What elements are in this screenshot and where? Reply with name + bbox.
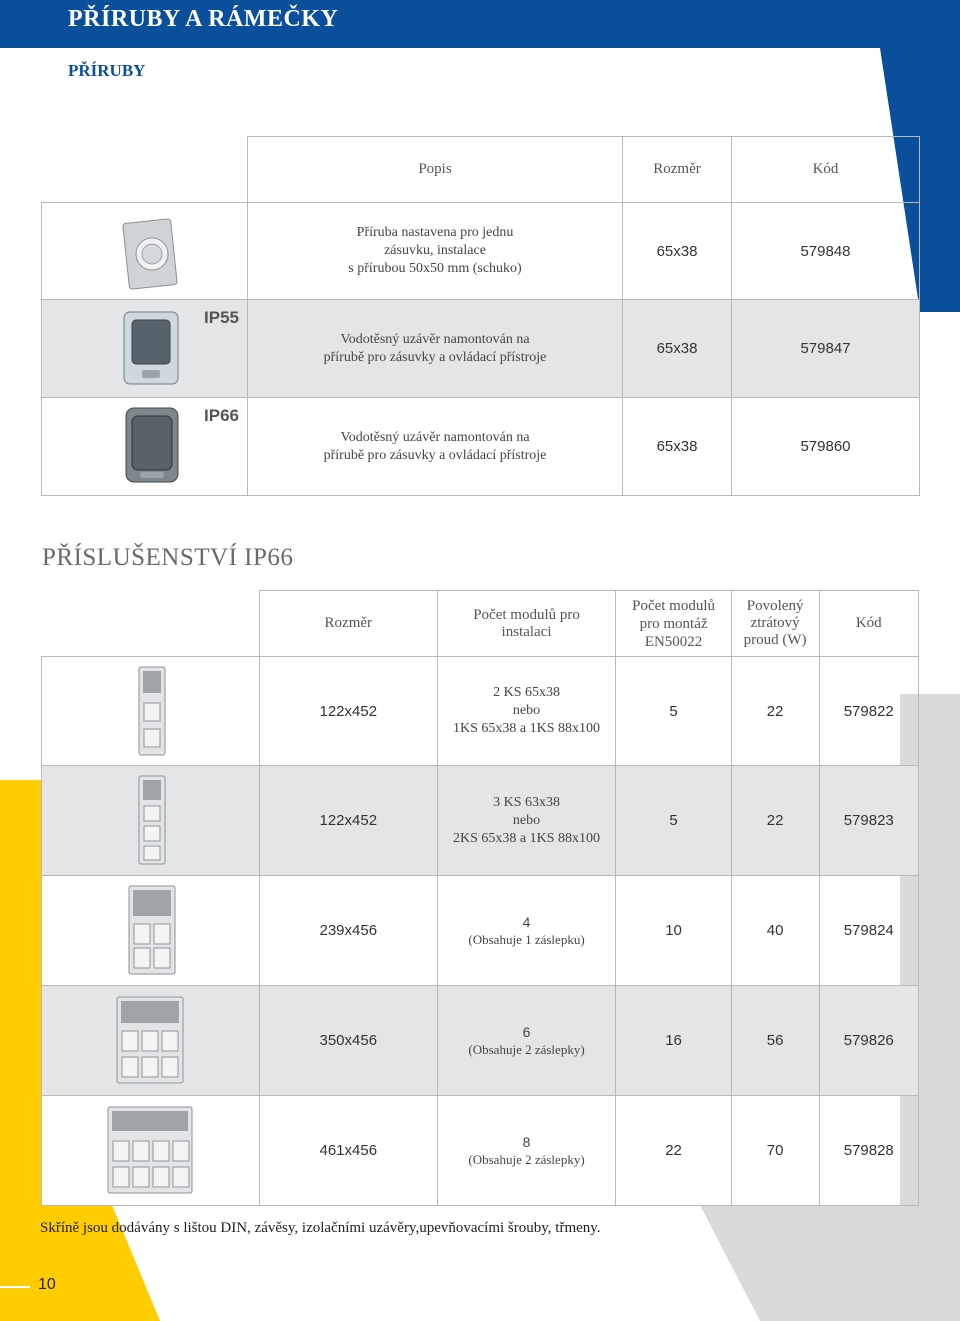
header-dimension: Rozměr	[623, 137, 732, 203]
product-code: 579848	[732, 203, 920, 300]
empty-header-cell	[42, 591, 260, 657]
modules-mount: 16	[616, 986, 731, 1096]
modules-mount: 10	[616, 876, 731, 986]
ip-rating-label: IP66	[204, 406, 239, 425]
table-row	[42, 1096, 919, 1206]
header-line: instalaci	[501, 623, 552, 640]
header-code: Kód	[732, 137, 920, 203]
product-code: 579860	[732, 398, 920, 496]
modules-line: nebo	[512, 703, 541, 718]
product-description	[248, 300, 623, 398]
modules-line: 1KS 65x38 a 1KS 88x100	[453, 721, 601, 736]
header-line: EN50022	[644, 633, 703, 650]
footnote: Skříně jsou dodávány s lištou DIN, závěsy, izolačními uzávěry,upevňovacími šrouby, třmeny.	[40, 1220, 601, 1236]
header-line: pro montáž	[639, 615, 708, 632]
modules-line: (Obsahuje 1 záslepku)	[468, 931, 585, 947]
page-number: 10	[38, 1276, 56, 1293]
description-line: Vodotěsný uzávěr namontován na	[340, 331, 530, 347]
product-dimension: 122x452	[259, 657, 437, 766]
product-image-cell	[42, 766, 260, 876]
product-image-cell	[42, 657, 260, 766]
ip-rating-label: IP55	[204, 308, 239, 327]
enclosure-2-icon	[137, 665, 167, 757]
modules-mount: 5	[616, 766, 731, 876]
power-loss: 40	[731, 876, 819, 986]
header-code: Kód	[819, 591, 918, 657]
product-code: 579847	[732, 300, 920, 398]
product-dimension: 122x452	[259, 766, 437, 876]
page-number-line	[0, 1286, 30, 1288]
product-dimension: 65x38	[623, 203, 732, 300]
product-image-cell	[42, 986, 260, 1096]
accessories-title: PŘÍSLUŠENSTVÍ IP66	[42, 544, 294, 571]
product-dimension: 239x456	[259, 876, 437, 986]
ip66-cover-icon	[118, 404, 188, 486]
header-line: Počet modulů	[632, 597, 716, 614]
description-line: přírubě pro zásuvky a ovládací přístroje	[323, 447, 547, 463]
product-dimension: 350x456	[259, 986, 437, 1096]
product-code: 579822	[819, 657, 918, 766]
product-code: 579826	[819, 986, 918, 1096]
description-line: zásuvku, instalace	[384, 243, 486, 258]
product-image-cell	[42, 398, 248, 496]
section-subtitle: PŘÍRUBY	[68, 61, 146, 80]
page-title: PŘÍRUBY A RÁMEČKY	[68, 6, 339, 32]
table-row	[42, 986, 919, 1096]
modules-mount: 5	[616, 657, 731, 766]
modules-mount: 22	[616, 1096, 731, 1206]
accessories-header-row	[42, 591, 919, 657]
flange-plate-icon	[122, 215, 182, 295]
product-image-cell	[42, 876, 260, 986]
table-row	[42, 766, 919, 876]
header-dimension: Rozměr	[259, 591, 437, 657]
power-loss: 22	[731, 657, 819, 766]
description-line: Vodotěsný uzávěr namontován na	[340, 429, 530, 445]
ip55-cover-icon	[118, 308, 188, 388]
product-image-cell	[42, 300, 248, 398]
enclosure-4-icon	[127, 884, 177, 976]
header-power-loss	[731, 591, 819, 657]
modules-line: nebo	[512, 812, 541, 828]
modules-install	[437, 986, 616, 1096]
modules-line: (Obsahuje 2 záslepky)	[468, 1151, 585, 1167]
modules-line: 3 KS 63x38	[493, 794, 560, 810]
product-code: 579823	[819, 766, 918, 876]
header-modules-mount	[616, 591, 731, 657]
table-row	[42, 203, 920, 300]
accessories-table	[41, 590, 919, 1206]
modules-line: 2 KS 65x38	[493, 685, 560, 700]
modules-line: 2KS 65x38 a 1KS 88x100	[453, 830, 601, 846]
modules-line: 6	[522, 1023, 531, 1040]
product-dimension: 65x38	[623, 398, 732, 496]
modules-line: (Obsahuje 2 záslepky)	[468, 1041, 585, 1057]
product-dimension: 461x456	[259, 1096, 437, 1206]
power-loss: 56	[731, 986, 819, 1096]
modules-install	[437, 876, 616, 986]
header-line: ztrátový	[750, 615, 800, 631]
modules-install	[437, 1096, 616, 1206]
product-description	[248, 398, 623, 496]
product-code: 579828	[819, 1096, 918, 1206]
enclosure-3-icon	[137, 774, 167, 866]
table-row	[42, 300, 920, 398]
enclosure-8-icon	[106, 1105, 194, 1195]
product-code: 579824	[819, 876, 918, 986]
enclosure-6-icon	[115, 995, 185, 1085]
header-line: Počet modulů pro	[473, 606, 580, 623]
header-modules-install	[437, 591, 616, 657]
power-loss: 70	[731, 1096, 819, 1206]
table-row	[42, 876, 919, 986]
table-row	[42, 657, 919, 766]
product-description	[248, 203, 623, 300]
product-image-cell	[42, 1096, 260, 1206]
modules-line: 8	[522, 1133, 531, 1150]
modules-line: 4	[522, 913, 531, 930]
flanges-header-row	[42, 137, 920, 203]
header-line: Povolený	[746, 598, 804, 614]
description-line: přírubě pro zásuvky a ovládací přístroje	[323, 349, 547, 365]
product-dimension: 65x38	[623, 300, 732, 398]
table-row	[42, 398, 920, 496]
modules-install	[437, 657, 616, 766]
flanges-table	[41, 136, 920, 496]
header-description: Popis	[248, 137, 623, 203]
empty-header-cell	[42, 137, 248, 203]
description-line: s přírubou 50x50 mm (schuko)	[348, 261, 522, 276]
product-image-cell	[42, 203, 248, 300]
modules-install	[437, 766, 616, 876]
header-line: proud (W)	[743, 632, 807, 648]
power-loss: 22	[731, 766, 819, 876]
description-line: Příruba nastavena pro jednu	[356, 225, 514, 240]
